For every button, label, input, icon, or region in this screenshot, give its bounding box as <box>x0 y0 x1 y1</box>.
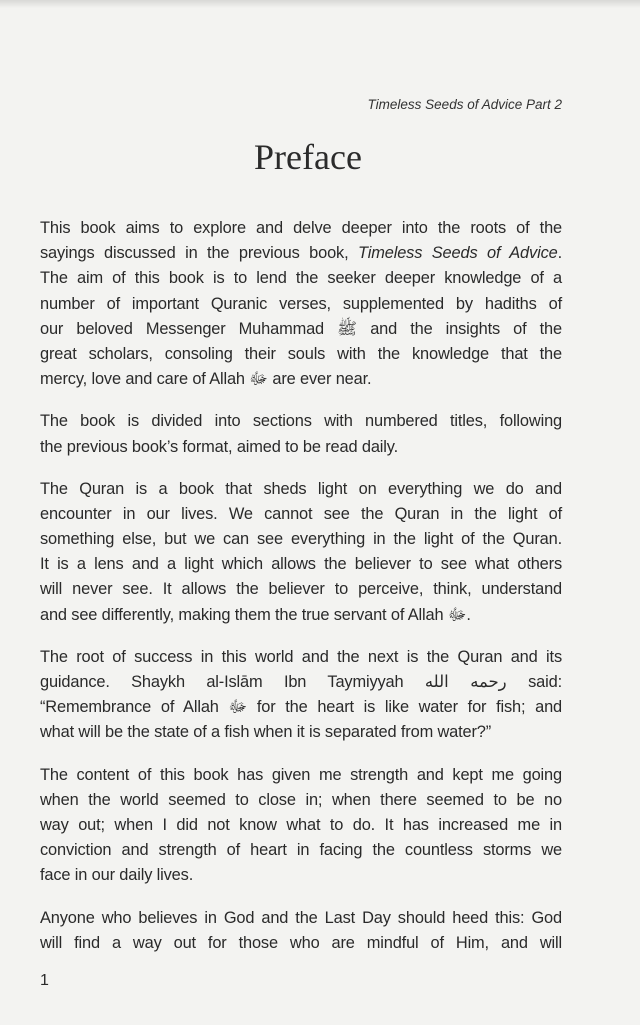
text-line: mercy, love and care of Allah ﷻ are ever near. <box>40 370 372 389</box>
text-line: It is a lens and a light which allows the believer to see what others <box>40 555 562 574</box>
text-line: and see differently, making them the true servant of Allah ﷻ. <box>40 605 471 624</box>
text-line: The Quran is a book that sheds light on everything we do and <box>40 479 562 498</box>
text-line: when the world seemed to close in; when there seemed to be no <box>40 790 562 809</box>
text-line: number of important Quranic verses, supplemented by hadiths of <box>40 294 562 313</box>
text-line: what will be the state of a fish when it is separated from water?” <box>40 723 492 742</box>
text-line: great scholars, consoling their souls with the knowledge that the <box>40 344 562 363</box>
paragraph <box>40 906 562 956</box>
text-line: The root of success in this world and the next is the Quran and its <box>40 647 562 666</box>
text-line: Anyone who believes in God and the Last Day should heed this: God <box>40 908 562 927</box>
text-line: something else, but we can see everything in the light of the Quran. <box>40 530 562 549</box>
text-line: The aim of this book is to lend the seeker deeper knowledge of a <box>40 269 562 288</box>
page-number: 1 <box>40 972 49 989</box>
running-header: Timeless Seeds of Advice Part 2 <box>367 97 562 112</box>
text-line: The book is divided into sections with numbered titles, following <box>40 412 562 431</box>
page-edge <box>0 0 640 8</box>
text-line: encounter in our lives. We cannot see the Quran in the light of <box>40 504 562 523</box>
text-line: our beloved Messenger Muhammad ﷺ and the insights of the <box>40 319 562 338</box>
text-line: “Remembrance of Allah ﷻ for the heart is like water for fish; and <box>40 698 563 717</box>
paragraph <box>40 216 562 392</box>
text-line: will find a way out for those who are mindful of Him, and will <box>40 933 562 952</box>
paragraph <box>40 477 562 628</box>
text-line: conviction and strength of heart in facing the countless storms we <box>40 841 562 860</box>
text-line: The content of this book has given me strength and kept me going <box>40 765 562 784</box>
paragraph <box>40 645 562 746</box>
text-line: This book aims to explore and delve deeper into the roots of the <box>40 219 562 237</box>
body-text <box>40 216 562 973</box>
text-line: sayings discussed in the previous book, Timeless Seeds of Advice. <box>40 244 562 263</box>
text-line: guidance. Shaykh al-Islām Ibn Taymiyyah رحمه الله said: <box>40 673 562 691</box>
paragraph <box>40 409 562 459</box>
paragraph <box>40 763 562 889</box>
text-line: way out; when I did not know what to do. It has increased me in <box>40 815 562 834</box>
text-line: face in our daily lives. <box>40 866 194 885</box>
text-line: the previous book’s format, aimed to be read daily. <box>40 437 399 456</box>
page-title: Preface <box>254 137 362 177</box>
text-line: will never see. It allows the believer to perceive, think, understand <box>40 580 562 599</box>
